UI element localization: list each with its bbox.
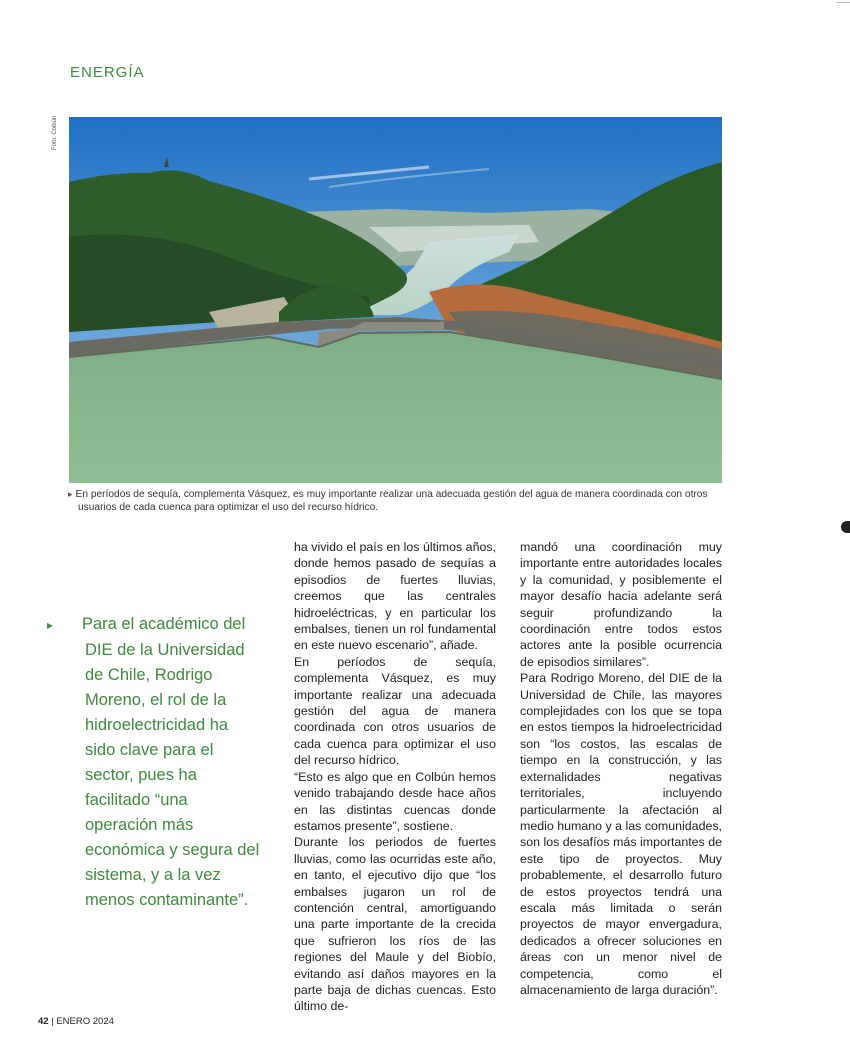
paragraph: Para Rodrigo Moreno, del DIE de la Universidad de Chile, las mayores complejidades con los que se topa en estos tiempos la hidroelectricidad son “los costos, las escalas de tiempo en la construcción, y las externalidades negativas territoriales, incluyendo particularmente la afectación al medio humano y a las comunidades, son los desafíos más importantes de este tipo de proyectos. Muy probablemente, el desarrollo futuro de estos proyectos tendrá una escala más limitada o serán proyectos de mayor envergadura, dedicados a ofrecer soluciones en áreas con un menor nivel de competencia, como el almacenamiento de larga duración”. xyxy=(520,671,722,997)
caption-line-2: usuarios de cada cuenca para optimizar el uso del recurso hídrico. xyxy=(78,502,379,513)
quote-marker-icon: ▸ xyxy=(47,618,54,632)
paragraph: ha vivido el país en los últimos años, donde hemos pasado de sequías a episodios de fuertes lluvias, creemos que las centrales hidroeléctricas, y en particular los embalses, tienen un rol fundamental en este nuevo escenario”, añade. xyxy=(294,540,496,653)
quote-text: Para el académico del DIE de la Universidad de Chile, Rodrigo Moreno, el rol de la hidroelectricidad ha sido clave para el sector, pues ha facilitado “una operación más económica y segura del sistema, y a la vez menos contaminante”. xyxy=(82,615,260,909)
paragraph: “Esto es algo que en Colbún hemos venido trabajando desde hace años en las distintas cuencas donde estamos presente”, sostiene. xyxy=(294,769,496,833)
body-column-2 xyxy=(520,539,722,998)
page-folio xyxy=(38,1016,114,1027)
body-column-1 xyxy=(294,539,496,1015)
caption-marker-icon: ▸ xyxy=(68,489,73,499)
issue-date: ENERO 2024 xyxy=(56,1016,114,1027)
paragraph: Durante los periodos de fuertes lluvias, como las ocurridas este año, en tanto, el ejecutivo dijo que “los embalses jugaron un rol de contención central, amortiguando una parte importante de la crecida que sufrieron los ríos de las regiones del Maule y del Biobío, evitando así daños mayores en la parte baja de dichas cuencas. Esto último de- xyxy=(294,835,496,1014)
paragraph: En períodos de sequía, complementa Vásquez, es muy importante realizar una adecuada gestión del agua de manera coordinada con otros usuarios de cada cuenca para optimizar el uso del recurso hídrico. xyxy=(294,654,496,768)
page-edge-tab-icon xyxy=(841,521,850,533)
caption-line-1: En períodos de sequía, complementa Vásquez, es muy importante realizar una adecuada gestión del agua de manera coordinada con otros xyxy=(75,489,708,500)
pull-quote xyxy=(47,612,262,913)
photo-caption xyxy=(68,488,724,514)
dam-reservoir-photo xyxy=(69,117,722,483)
photo-credit: Foto: Colbún xyxy=(52,115,58,150)
page-number: 42 xyxy=(38,1016,49,1027)
crop-mark xyxy=(836,2,850,3)
folio-separator: | xyxy=(51,1016,54,1027)
paragraph: mandó una coordinación muy importante entre autoridades locales y la comunidad, y posiblemente el mayor desafío hacia adelante será seguir profundizando la coordinación entre todos estos actores ante la posible ocurrencia de episodios similares”. xyxy=(520,540,722,669)
section-label: ENERGÍA xyxy=(70,64,145,81)
